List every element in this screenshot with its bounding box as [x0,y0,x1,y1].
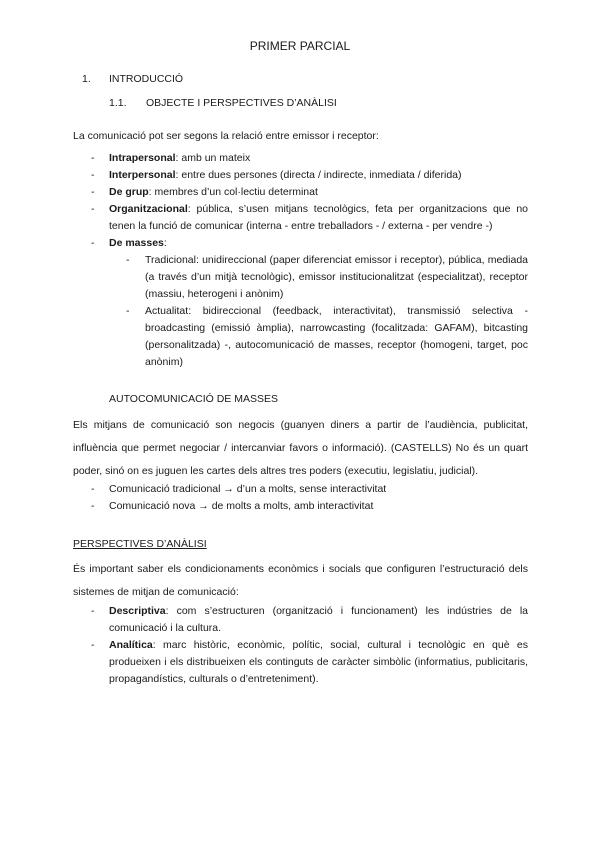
term: De masses [109,237,164,249]
list-dash: - [91,483,95,495]
list-item [73,167,528,184]
section-1-number: 1. [82,73,91,85]
list-item [73,235,528,252]
list-item [73,603,528,637]
definition: : [163,237,167,249]
definition: : membres d’un col·lectiu determinat [148,186,318,198]
list-item [73,150,528,167]
intro-paragraph: La comunicació pot ser segons la relació entre emissor i receptor: [73,130,379,142]
item-text: Comunicació nova → de molts a molts, amb interactivitat [109,500,374,512]
term: De grup [109,186,149,198]
definition: : pública, s’usen mitjans tecnològics, feta per organitzacions que no tenen la funció de comunicar (interna - entre treballadors - / externa - per vendre -) [109,203,528,232]
section-1-1-heading: OBJECTE I PERSPECTIVES D’ANÀLISI [146,97,337,109]
list-dash: - [91,203,95,215]
auto-heading: AUTOCOMUNICACIÓ DE MASSES [109,393,278,405]
sub-item-text: Tradicional: unidireccional (paper diferenciat emissor i receptor), pública, mediada (a través d’un mitjà tecnològic), emissor institucionalitzat (especialitzat), receptor (massiu, heterogeni i anònim) [145,254,528,300]
item-text: Comunicació tradicional → d’un a molts, sense interactivitat [109,483,387,495]
perspectives-heading: PERSPECTIVES D’ANÀLISI [73,538,207,550]
sub-item-text: Actualitat: bidireccional (feedback, interactivitat), transmissió selectiva - broadcasting (emissió àmplia), narrowcasting (focalitzada: GAFAM), bitcasting (personalitzada) -, autocomunicació de masses, receptor (homogeni, target, poc anònim) [145,305,528,368]
list-item [73,201,528,235]
term: Analítica [109,639,153,651]
term: Interpersonal [109,169,176,181]
definition: : amb un mateix [175,152,251,164]
list-dash: - [91,237,95,249]
perspectives-paragraph: És important saber els condicionaments econòmics i socials que configuren l’estructuració dels sistemes de mitjan de comunicació: [73,563,528,598]
list-dash: - [91,152,95,164]
definition: : com s’estructuren (organització i funcionament) les indústries de la comunicació i la cultura. [109,605,528,634]
section-1-heading: INTRODUCCIÓ [109,73,184,85]
list-item [73,481,528,498]
auto-paragraph: Els mitjans de comunicació son negocis (guanyen diners a partir de l’audiència, publicitat, influència que permet negociar / intercanviar favors o informació). (CASTELLS) No és un quart poder, sinó on es juguen les cartes dels altres tres poders (executiu, legislatiu, judicial). [73,419,528,477]
section-1-1-number: 1.1. [109,97,127,109]
list-dash: - [126,254,130,266]
list-dash: - [91,500,95,512]
term: Descriptiva [109,605,166,617]
sub-list-item [109,252,528,303]
list-dash: - [91,186,95,198]
term: Organitzacional [109,203,188,215]
list-dash: - [126,305,130,317]
sub-list-item [109,303,528,368]
definition: : entre dues persones (directa / indirecte, inmediata / diferida) [175,169,462,181]
list-item [73,184,528,201]
list-dash: - [91,605,95,617]
definition: : marc històric, econòmic, polític, social, cultural i tecnològic en què es produeixen i els distribueixen els continguts de caràcter simbòlic (informatius, publicitaris, propagandístics, culturals o d’entreteniment). [109,639,528,685]
list-item [73,498,528,515]
term: Intrapersonal [109,152,176,164]
page-title: PRIMER PARCIAL [249,39,351,53]
list-dash: - [91,639,95,651]
list-dash: - [91,169,95,181]
list-item [73,637,528,688]
